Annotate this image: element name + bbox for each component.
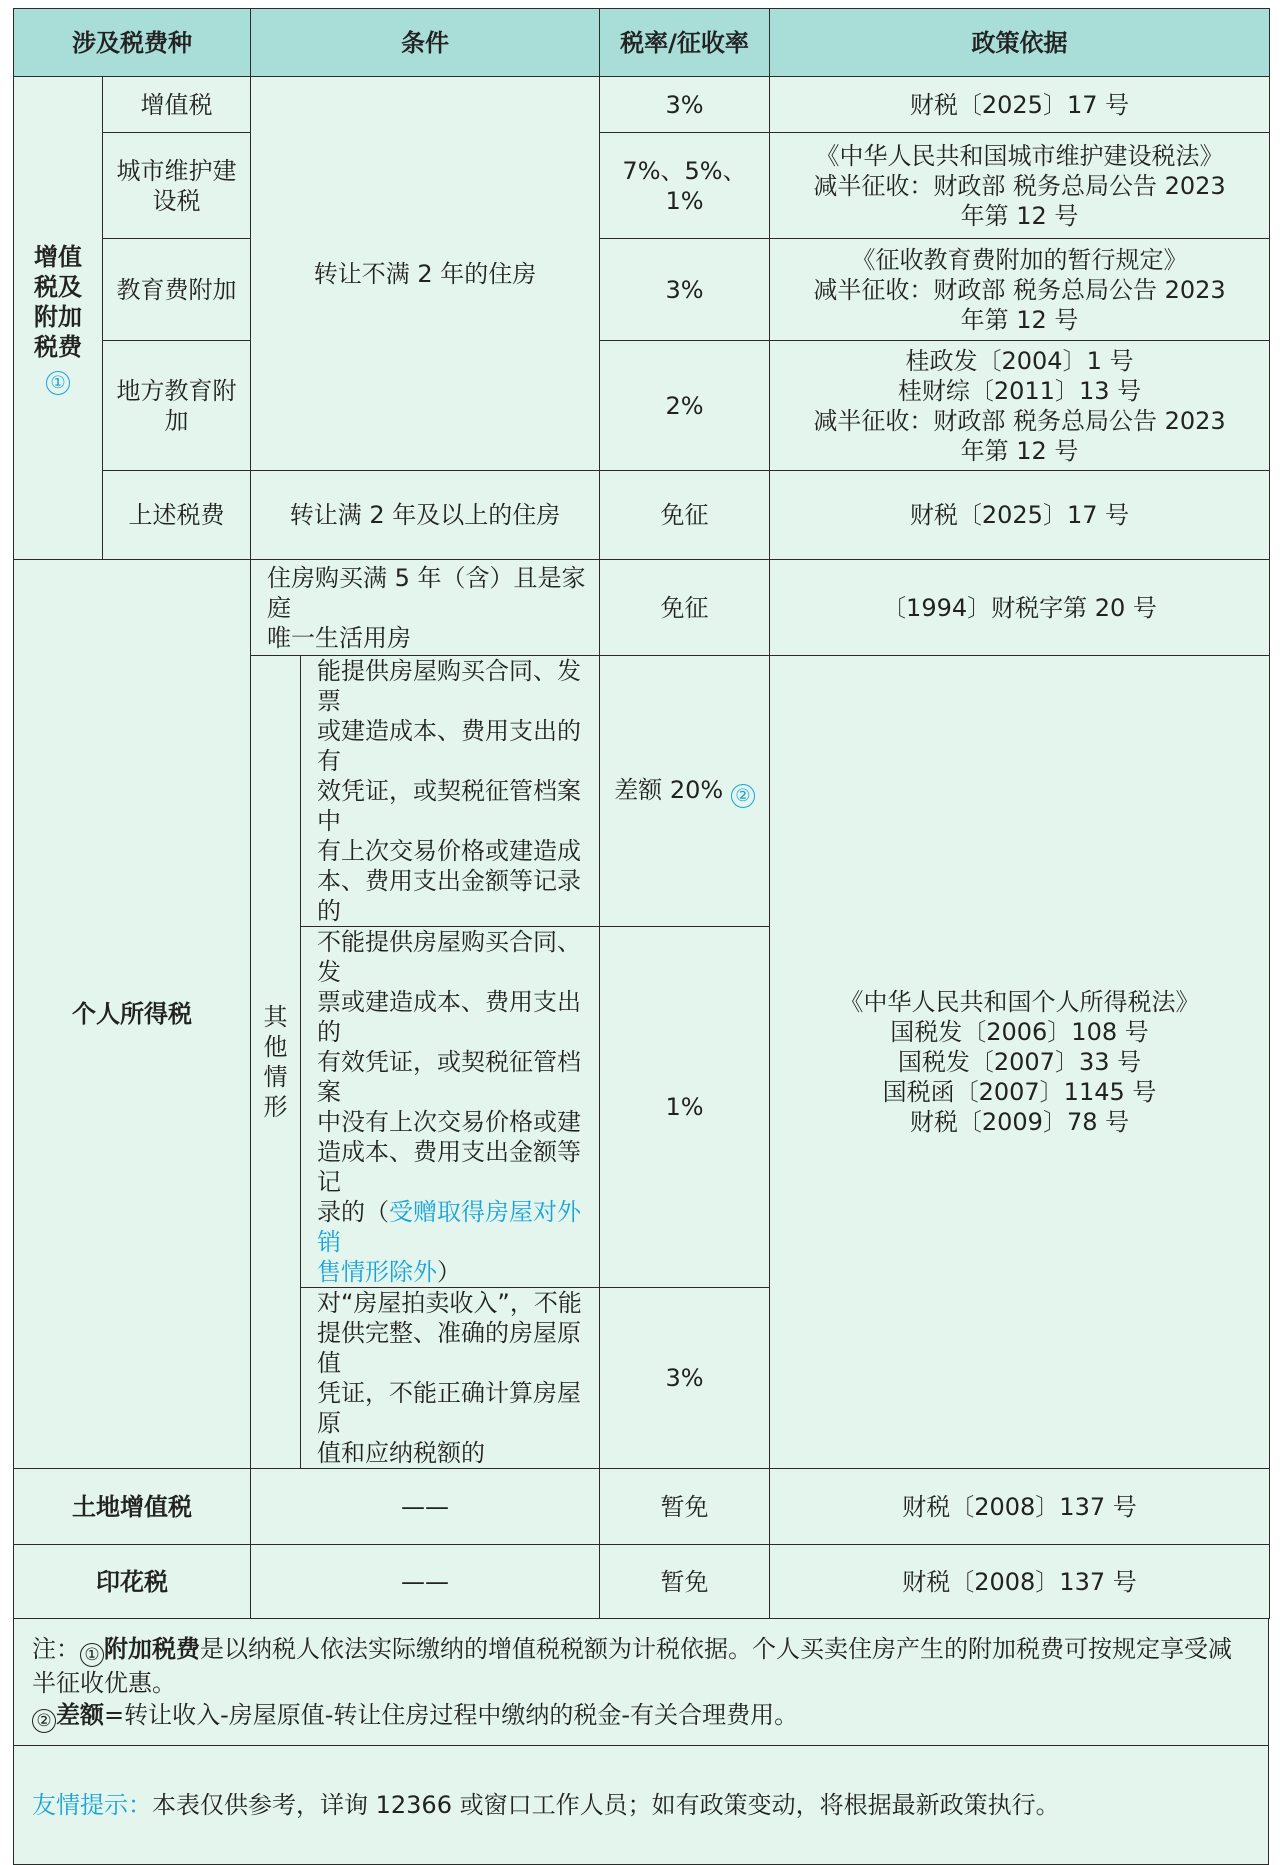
income-tax-label: 个人所得税 bbox=[14, 560, 251, 1469]
land-vat-label: 土地增值税 bbox=[14, 1469, 251, 1545]
note-1-term: 附加税费 bbox=[104, 1635, 200, 1663]
table-row bbox=[14, 77, 1270, 133]
vat-item-name: 上述税费 bbox=[103, 471, 251, 560]
other-cases-label bbox=[251, 656, 301, 1469]
condition-line: 唯一生活用房 bbox=[267, 623, 411, 652]
income-tax-condition bbox=[251, 560, 600, 656]
vat-item-policy bbox=[770, 341, 1270, 471]
condition-line: 或建造成本、费用支出的有 bbox=[317, 717, 581, 775]
notes-prefix: 注： bbox=[32, 1635, 80, 1663]
other-label-char: 他 bbox=[263, 1033, 288, 1061]
stamp-tax-rate: 暂免 bbox=[600, 1545, 770, 1619]
table-row bbox=[14, 1545, 1270, 1619]
name-line: 加 bbox=[164, 406, 189, 435]
vat-item-condition: 转让满 2 年及以上的住房 bbox=[251, 471, 600, 560]
policy-line: 减半征收：财政部 税务总局公告 2023 bbox=[813, 406, 1226, 435]
condition-line: 有效凭证，或契税征管档案 bbox=[317, 1048, 581, 1106]
stamp-tax-condition: —— bbox=[251, 1545, 600, 1619]
stamp-tax-policy: 财税〔2008〕137 号 bbox=[770, 1545, 1270, 1619]
note-1-text-cont: 半征收优惠。 bbox=[32, 1669, 176, 1697]
policy-line: 减半征收：财政部 税务总局公告 2023 bbox=[813, 171, 1226, 200]
note-2 bbox=[32, 1699, 1250, 1733]
tip-text: 本表仅供参考，详询 12366 或窗口工作人员；如有政策变动，将根据最新政策执行。 bbox=[152, 1791, 1060, 1819]
note-2-number: ② bbox=[32, 1709, 56, 1733]
land-vat-condition: —— bbox=[251, 1469, 600, 1545]
gift-exception-text: 售情形除外 bbox=[317, 1258, 437, 1286]
condition-line: 住房购买满 5 年（含）且是家庭 bbox=[267, 563, 586, 622]
sub-rate bbox=[600, 656, 770, 927]
policy-line: 国税发〔2006〕108 号 bbox=[890, 1018, 1149, 1046]
gift-exception-text: 受赠取得房屋对外销 bbox=[317, 1198, 581, 1256]
sub-condition bbox=[301, 656, 600, 927]
friendly-tip bbox=[14, 1746, 1268, 1864]
other-label-char: 情 bbox=[263, 1063, 288, 1091]
tip-label: 友情提示： bbox=[32, 1791, 152, 1819]
tax-table-container bbox=[13, 8, 1269, 1865]
vat-item-rate: 免征 bbox=[600, 471, 770, 560]
sub-condition bbox=[301, 927, 600, 1288]
table-row bbox=[14, 239, 1270, 341]
condition-line: 票或建造成本、费用支出的 bbox=[317, 988, 581, 1046]
condition-line bbox=[317, 1257, 587, 1287]
rate-text: 差额 20% bbox=[614, 775, 724, 804]
policy-line: 桂财综〔2011〕13 号 bbox=[897, 376, 1142, 405]
table-row bbox=[14, 471, 1270, 560]
name-line: 地方教育附 bbox=[116, 376, 237, 405]
header-policy: 政策依据 bbox=[770, 9, 1270, 77]
policy-line: 减半征收：财政部 税务总局公告 2023 bbox=[813, 275, 1226, 304]
policy-line: 财税〔2009〕78 号 bbox=[909, 1108, 1130, 1136]
condition-line: 效凭证，或契税征管档案中 bbox=[317, 777, 581, 835]
vat-item-policy bbox=[770, 133, 1270, 239]
vat-label-line: 附加 bbox=[34, 302, 82, 331]
policy-line: 《中华人民共和国个人所得税法》 bbox=[839, 988, 1200, 1016]
policy-line: 《征收教育费附加的暂行规定》 bbox=[851, 245, 1188, 274]
sub-rate: 1% bbox=[600, 927, 770, 1288]
condition-line: 不能提供房屋购买合同、发 bbox=[317, 928, 581, 986]
note-1-marker: ① bbox=[46, 371, 70, 395]
condition-line: 中没有上次交易价格或建 bbox=[317, 1108, 581, 1136]
policy-line: 国税函〔2007〕1145 号 bbox=[882, 1078, 1157, 1106]
vat-item-rate: 3% bbox=[600, 77, 770, 133]
land-vat-rate: 暂免 bbox=[600, 1469, 770, 1545]
condition-line: 凭证，不能正确计算房屋原 bbox=[317, 1379, 581, 1437]
vat-item-policy: 财税〔2025〕17 号 bbox=[770, 77, 1270, 133]
tax-table bbox=[13, 8, 1270, 1619]
table-row bbox=[14, 341, 1270, 471]
note-2-term: 差额 bbox=[56, 1701, 104, 1729]
vat-item-name bbox=[103, 341, 251, 471]
vat-item-name: 教育费附加 bbox=[103, 239, 251, 341]
notes-box bbox=[13, 1619, 1269, 1865]
vat-label-line: 增值 bbox=[34, 242, 82, 271]
policy-line: 桂政发〔2004〕1 号 bbox=[905, 346, 1134, 375]
table-row bbox=[14, 1469, 1270, 1545]
vat-item-rate: 3% bbox=[600, 239, 770, 341]
header-rate: 税率/征收率 bbox=[600, 9, 770, 77]
policy-line: 年第 12 号 bbox=[960, 201, 1079, 230]
vat-item-name: 增值税 bbox=[103, 77, 251, 133]
sub-rate: 3% bbox=[600, 1288, 770, 1469]
income-tax-policy: 〔1994〕财税字第 20 号 bbox=[770, 560, 1270, 656]
condition-line: 有上次交易价格或建造成 bbox=[317, 837, 581, 865]
table-row bbox=[14, 133, 1270, 239]
stamp-tax-label: 印花税 bbox=[14, 1545, 251, 1619]
header-tax-type: 涉及税费种 bbox=[14, 9, 251, 77]
condition-text: 录的（ bbox=[317, 1198, 389, 1226]
vat-group-label bbox=[14, 77, 103, 560]
other-label-char: 形 bbox=[263, 1093, 288, 1121]
note-1-number: ① bbox=[80, 1643, 104, 1667]
other-label-char: 其 bbox=[263, 1003, 288, 1031]
name-line: 设税 bbox=[152, 186, 201, 215]
vat-item-policy: 财税〔2025〕17 号 bbox=[770, 471, 1270, 560]
policy-line: 年第 12 号 bbox=[960, 305, 1079, 334]
table-header-row bbox=[14, 9, 1270, 77]
note-1-text: 是以纳税人依法实际缴纳的增值税税额为计税依据。个人买卖住房产生的附加税费可按规定享受减 bbox=[200, 1635, 1232, 1663]
income-tax-rate: 免征 bbox=[600, 560, 770, 656]
policy-line: 年第 12 号 bbox=[960, 436, 1079, 465]
note-2-marker: ② bbox=[731, 784, 755, 808]
name-line: 城市维护建 bbox=[116, 156, 237, 185]
vat-item-policy bbox=[770, 239, 1270, 341]
vat-label-line: 税及 bbox=[34, 272, 82, 301]
condition-line: 对“房屋拍卖收入”，不能 bbox=[317, 1289, 582, 1317]
policy-line: 《中华人民共和国城市维护建设税法》 bbox=[815, 141, 1224, 170]
table-row bbox=[14, 560, 1270, 656]
condition-line: 值和应纳税额的 bbox=[317, 1439, 485, 1467]
condition-line: 能提供房屋购买合同、发票 bbox=[317, 657, 581, 715]
header-condition: 条件 bbox=[251, 9, 600, 77]
vat-item-rate: 2% bbox=[600, 341, 770, 471]
notes-body bbox=[14, 1619, 1268, 1746]
policy-line: 国税发〔2007〕33 号 bbox=[897, 1048, 1142, 1076]
income-tax-shared-policy bbox=[770, 656, 1270, 1469]
land-vat-policy: 财税〔2008〕137 号 bbox=[770, 1469, 1270, 1545]
vat-item-rate: 7%、5%、1% bbox=[600, 133, 770, 239]
condition-line: 造成本、费用支出金额等记 bbox=[317, 1138, 581, 1196]
vat-label-line: 税费 bbox=[34, 332, 82, 361]
sub-condition bbox=[301, 1288, 600, 1469]
note-2-text: =转让收入-房屋原值-转让住房过程中缴纳的税金-有关合理费用。 bbox=[104, 1701, 799, 1729]
condition-text: ） bbox=[437, 1258, 461, 1286]
note-1 bbox=[32, 1633, 1250, 1667]
vat-shared-condition: 转让不满 2 年的住房 bbox=[251, 77, 600, 471]
condition-line: 提供完整、准确的房屋原值 bbox=[317, 1319, 581, 1377]
vat-item-name bbox=[103, 133, 251, 239]
condition-line: 本、费用支出金额等记录的 bbox=[317, 867, 581, 925]
condition-line bbox=[317, 1197, 587, 1257]
